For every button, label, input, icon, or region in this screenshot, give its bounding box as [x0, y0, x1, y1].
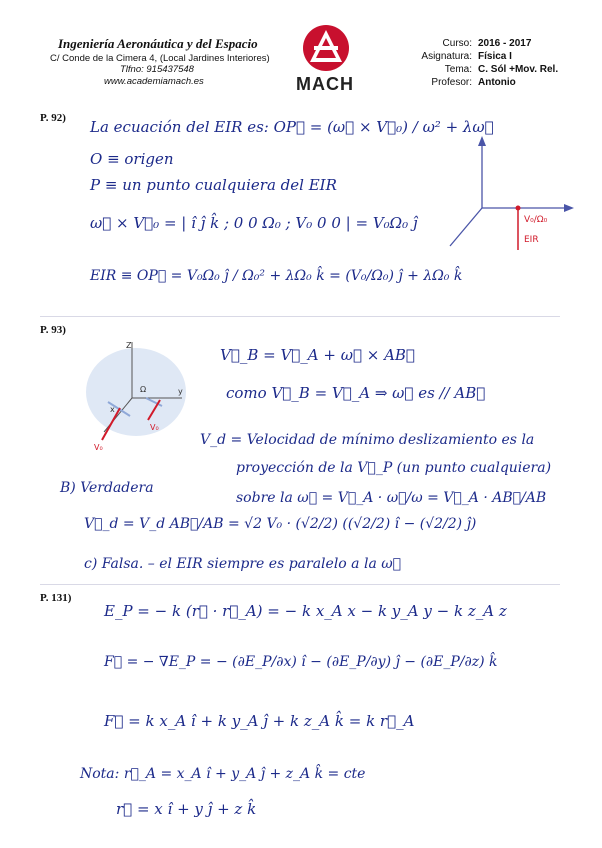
- p131-line-1: E_P = − k (r⃗ · r⃗_A) = − k x_A x − k y_A y − k z_A z: [104, 602, 507, 620]
- p131-line-4: Nota: r⃗_A = x_A î + y_A ĵ + z_A k̂ = cte: [80, 766, 366, 782]
- p93-line-6: B) Verdadera: [60, 480, 154, 496]
- website: www.academiamach.es: [104, 76, 204, 87]
- p92-line-5: EIR ≡ OP⃗ = V₀Ω₀ ĵ / Ω₀² + λΩ₀ k̂ = (V₀/Ω₀) ĵ + λΩ₀ k̂: [90, 268, 463, 284]
- p92-line-4: ω⃗ × V⃗₀ = | î ĵ k̂ ; 0 0 Ω₀ ; V₀ 0 0 | = V₀Ω₀ ĵ: [90, 214, 418, 232]
- meta-label-curso: Curso:: [442, 38, 472, 49]
- p93-fig-label-x: x: [110, 405, 115, 414]
- separator-2: [40, 584, 560, 585]
- p131-line-2: F⃗ = − ∇E_P = − (∂E_P/∂x) î − (∂E_P/∂y) ĵ − (∂E_P/∂z) k̂: [104, 654, 498, 670]
- phone: Tlfno: 915437548: [120, 64, 194, 75]
- separator-1: [40, 316, 560, 317]
- p93-fig-label-v0b: V₀: [150, 423, 159, 432]
- meta-label-tema: Tema:: [444, 64, 472, 75]
- problem-label-92: P. 92): [40, 112, 66, 124]
- p92-line-1: La ecuación del EIR es: OP⃗ = (ω⃗ × V⃗₀) / ω² + λω⃗: [90, 118, 494, 136]
- problem-label-93: P. 93): [40, 324, 66, 336]
- p93-line-3: V_d = Velocidad de mínimo deslizamiento es la: [200, 432, 535, 448]
- p93-line-1: V⃗_B = V⃗_A + ω⃗ × AB⃗: [220, 346, 415, 364]
- p93-solid-figure: [82, 336, 192, 454]
- meta-value-curso: 2016 - 2017: [478, 38, 532, 49]
- p93-fig-label-y: y: [178, 387, 183, 396]
- school-name: Ingeniería Aeronáutica y del Espacio: [58, 36, 258, 51]
- address: C/ Conde de la Cimera 4, (Local Jardines Interiores): [50, 53, 270, 64]
- p93-fig-label-omega: Ω: [140, 385, 147, 394]
- meta-value-tema: C. Sól +Mov. Rel.: [478, 64, 559, 75]
- p131-line-5: r⃗ = x î + y ĵ + z k̂: [116, 800, 257, 818]
- meta-value-asignatura: Física I: [478, 51, 512, 62]
- p93-line-5: sobre la ω⃗ = V⃗_A · ω⃗/ω = V⃗_A · AB⃗/AB: [236, 490, 547, 506]
- p93-line-2: como V⃗_B = V⃗_A ⇒ ω⃗ es // AB⃗: [226, 384, 486, 402]
- p92-fig-axis-label: EIR: [524, 235, 539, 245]
- problem-label-131: P. 131): [40, 592, 72, 604]
- p92-fig-point-label: V₀/Ω₀: [524, 215, 548, 225]
- meta-label-asignatura: Asignatura:: [421, 51, 472, 62]
- p93-fig-label-z: Z: [126, 341, 132, 350]
- p93-fig-label-v0a: V₀: [94, 443, 103, 452]
- meta-label-profesor: Profesor:: [431, 77, 472, 88]
- p131-line-3: F⃗ = k x_A î + k y_A ĵ + k z_A k̂ = k r⃗_A: [104, 712, 415, 730]
- meta-value-profesor: Antonio: [478, 77, 516, 88]
- p92-line-3: P ≡ un punto cualquiera del EIR: [90, 176, 337, 194]
- brand-name: MACH: [296, 74, 354, 94]
- p93-line-7: V⃗_d = V_d AB⃗/AB = √2 V₀ · (√2/2) ((√2/2) î − (√2/2) ĵ): [84, 516, 477, 532]
- p92-axes-figure: [444, 134, 576, 256]
- p93-line-4: proyección de la V⃗_P (un punto cualquiera): [236, 460, 552, 476]
- p93-line-8: c) Falsa. – el EIR siempre es paralelo a la ω⃗: [84, 556, 402, 572]
- p92-line-2: O ≡ origen: [90, 150, 174, 168]
